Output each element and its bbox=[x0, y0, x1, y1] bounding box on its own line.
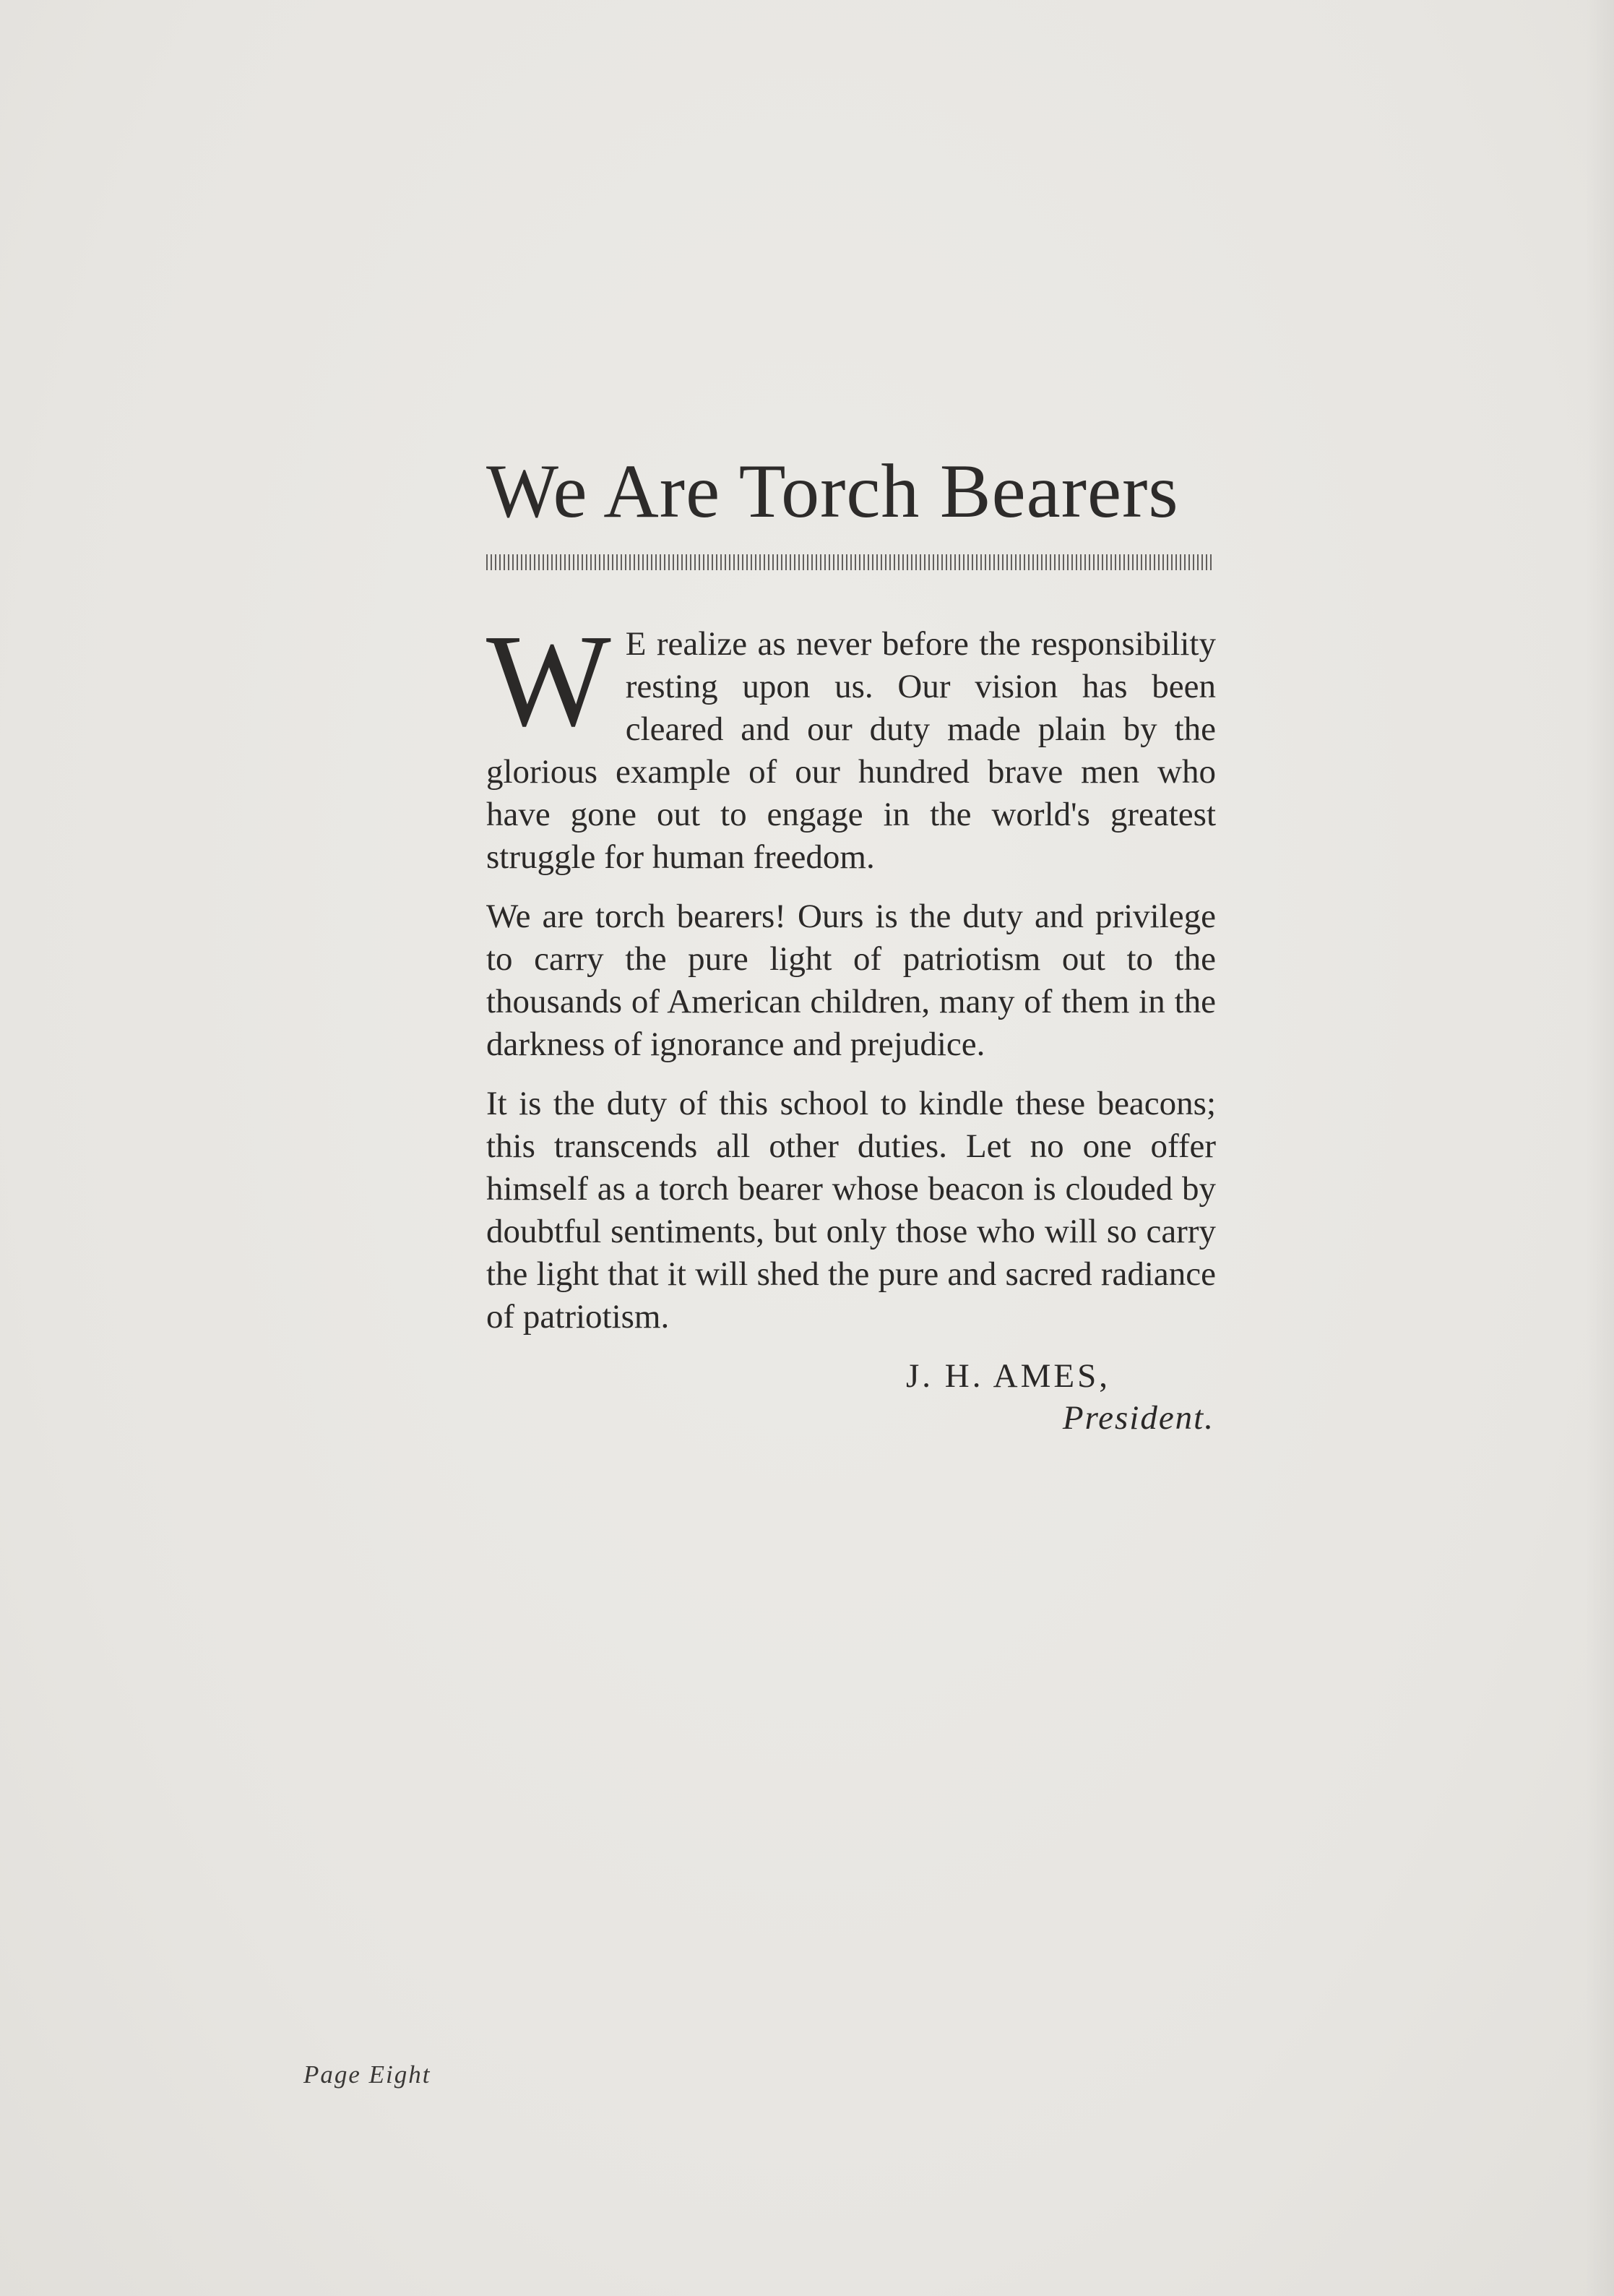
article-column bbox=[486, 444, 1216, 1439]
paragraph-2: We are torch bearers! Ours is the duty and privilege to carry the pure light of patriotism out to the thousands of American children, many of them in the darkness of ignorance and prejudice. bbox=[486, 898, 1216, 1063]
article-body bbox=[486, 607, 1216, 1338]
paragraph-1-text: E realize as never before the responsibility resting upon us. Our vision has been cleared and our duty made plain by the glorious example of our hundred brave men who have gone out to engage in the world's greatest struggle for human freedom. bbox=[486, 625, 1216, 876]
signature-title: President. bbox=[1062, 1399, 1214, 1437]
decorative-rule bbox=[486, 554, 1214, 570]
drop-cap: W bbox=[486, 607, 611, 754]
page-edge-shadow bbox=[1585, 0, 1614, 2296]
signature-block bbox=[486, 1355, 1216, 1439]
paragraph-3: It is the duty of this school to kindle these beacons; this transcends all other duties. Let no one offer himself as a torch bearer whose beacon is clouded by doubtful sentiments, but only those who will so carry the light that it will shed the pure and sacred radiance of patriotism. bbox=[486, 1085, 1216, 1336]
page-number: Page Eight bbox=[303, 2060, 431, 2089]
page-title: We Are Torch Bearers bbox=[486, 449, 1179, 533]
paragraph-1 bbox=[486, 607, 1216, 879]
signature-name: J. H. AMES, bbox=[906, 1357, 1110, 1395]
